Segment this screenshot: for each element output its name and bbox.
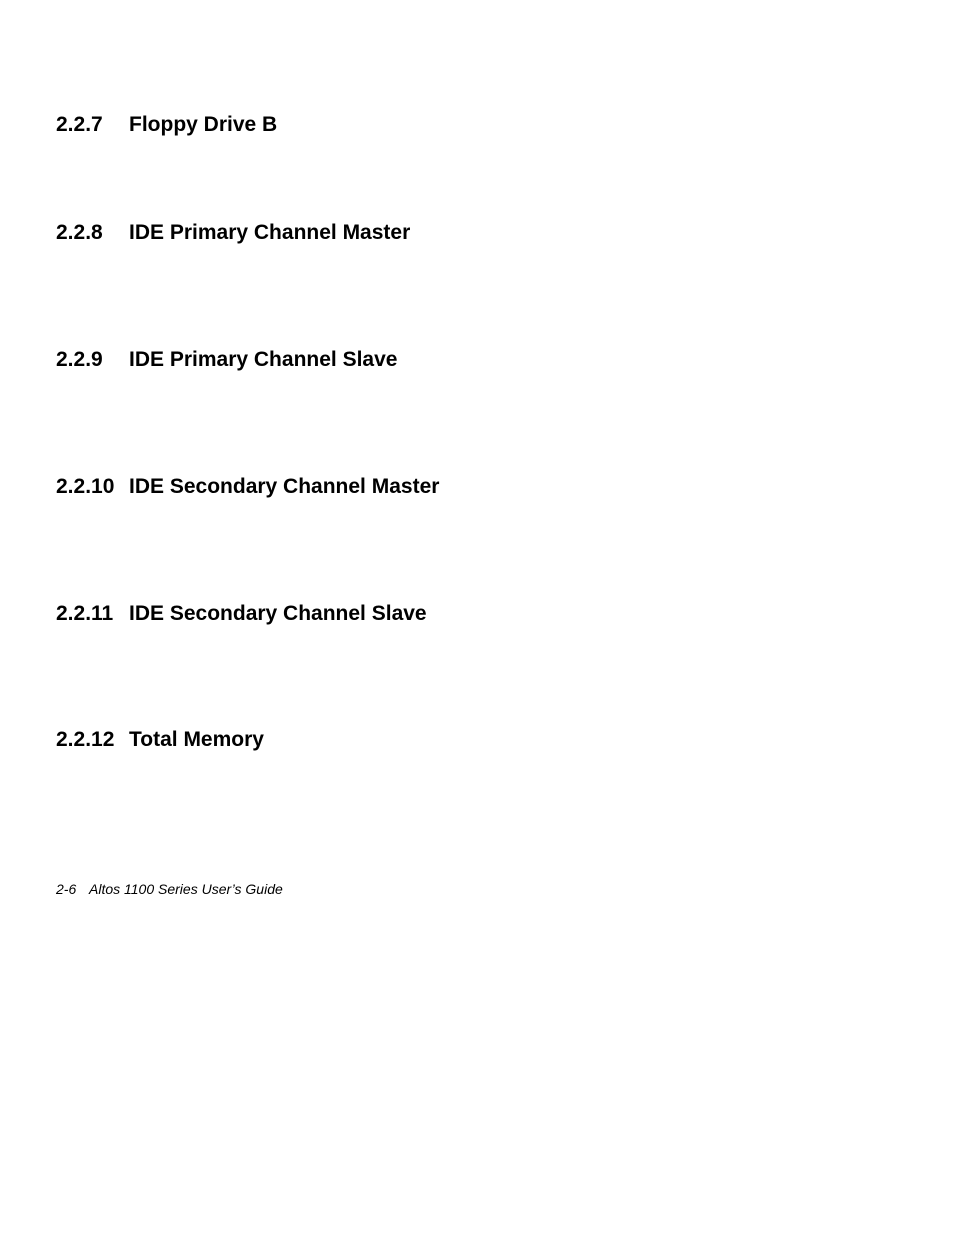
section-heading-2-2-7 xyxy=(56,113,277,137)
section-title: IDE Secondary Channel Slave xyxy=(129,602,427,625)
section-number: 2.2.11 xyxy=(56,602,114,625)
section-number: 2.2.12 xyxy=(56,728,115,751)
section-number: 2.2.7 xyxy=(56,113,103,136)
footer-page-number: 2-6 xyxy=(56,881,77,897)
section-title: IDE Primary Channel Master xyxy=(129,221,411,244)
section-heading-2-2-12 xyxy=(56,728,264,752)
section-number: 2.2.10 xyxy=(56,475,115,498)
section-heading-2-2-10 xyxy=(56,475,439,499)
section-title: IDE Primary Channel Slave xyxy=(129,348,398,371)
footer-document-title: Altos 1100 Series User’s Guide xyxy=(89,881,283,897)
section-heading-2-2-8 xyxy=(56,221,410,245)
section-heading-2-2-11 xyxy=(56,602,427,626)
section-number: 2.2.8 xyxy=(56,221,103,244)
section-number: 2.2.9 xyxy=(56,348,103,371)
section-heading-2-2-9 xyxy=(56,348,397,372)
section-title: Floppy Drive B xyxy=(129,113,278,136)
page-footer xyxy=(56,880,283,898)
section-title: IDE Secondary Channel Master xyxy=(129,475,440,498)
section-title: Total Memory xyxy=(129,728,264,751)
